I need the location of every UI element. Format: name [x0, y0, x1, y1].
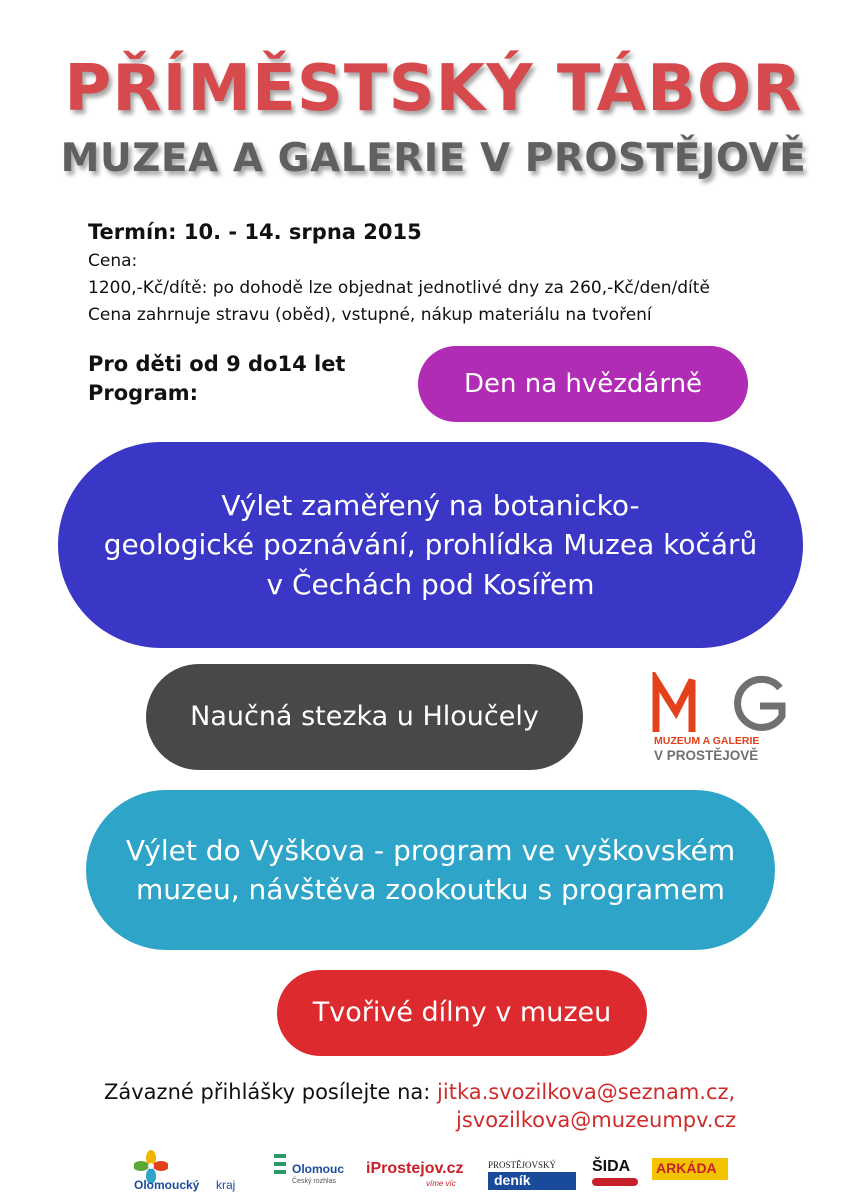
program-trip-botany-line: geologické poznávání, prohlídka Muzea kočárů: [103, 528, 758, 562]
contact-email-2[interactable]: jsvozilkova@muzeumpv.cz: [456, 1108, 737, 1132]
poster-subtitle: MUZEA A GALERIE V PROSTĚJOVĚ: [60, 136, 807, 181]
sponsor-kraj-text: kraj: [216, 1178, 236, 1192]
sponsor-denik-text: deník: [494, 1172, 531, 1188]
sponsor-iprostejov-text: iProstejov.cz: [366, 1160, 464, 1177]
sponsor-iprostejov-sub: víme víc: [426, 1179, 456, 1188]
radio-bars-icon: [274, 1154, 288, 1180]
contact-label: Závazné přihlášky posílejte na:: [104, 1080, 438, 1104]
program-trail: [146, 664, 583, 770]
program-trip-vyskov-line: Výlet do Vyškova - program ve vyškovském: [125, 833, 736, 867]
program-heading: Program:: [88, 381, 199, 405]
poster-title: PŘÍMĚSTSKÝ TÁBOR: [64, 52, 803, 126]
program-workshops: [277, 970, 647, 1056]
price-includes: Cena zahrnuje stravu (oběd), vstupné, nákup materiálu na tvoření: [88, 305, 652, 325]
program-trip-botany: [58, 442, 803, 648]
program-observatory: [418, 346, 748, 422]
program-trip-vyskov: [86, 790, 775, 950]
price-detail: 1200,-Kč/dítě: po dohodě lze objednat jednotlivé dny za 260,-Kč/den/dítě: [88, 278, 710, 298]
event-term: Termín: 10. - 14. srpna 2015: [88, 220, 422, 244]
sponsor-radio-text: Český rozhlas: [292, 1178, 336, 1185]
sponsor-olomouc-text: Olomouc: [292, 1162, 345, 1176]
museum-logo-line2: V PROSTĚJOVĚ: [654, 748, 759, 763]
sponsor-olomoucky-kraj: [130, 1146, 265, 1196]
audience-age: Pro děti od 9 do14 let: [88, 352, 346, 376]
museum-logo: [652, 672, 792, 772]
price-label: Cena:: [88, 251, 138, 271]
sponsor-iprostejov: [364, 1146, 484, 1196]
sida-underline: [592, 1178, 638, 1186]
program-trip-vyskov-line: muzeu, návštěva zookoutku s programem: [136, 873, 725, 906]
sponsor-logos: [130, 1146, 740, 1196]
museum-logo-line1: MUZEUM A GALERIE: [654, 735, 760, 747]
contact-line: [104, 1076, 735, 1108]
sponsor-arkada: [648, 1146, 734, 1196]
sponsor-denik: [486, 1146, 582, 1196]
program-trail-label: Naučná stezka u Hloučely: [190, 701, 539, 733]
program-trip-botany-line: Výlet zaměřený na botanicko-: [221, 489, 640, 523]
program-workshops-label: Tvořivé dílny v muzeu: [312, 997, 612, 1029]
sponsor-sida: [588, 1146, 644, 1196]
sponsor-denik-top: PROSTĚJOVSKÝ: [488, 1160, 557, 1170]
sponsor-arkada-text: ARKÁDA: [656, 1160, 717, 1176]
event-info: [88, 216, 828, 329]
program-trip-botany-line: v Čechách pod Kosířem: [266, 567, 595, 601]
sponsor-sida-text: ŠIDA: [592, 1158, 631, 1175]
program-observatory-label: Den na hvězdárně: [463, 368, 703, 399]
museum-mg-mark-icon: [652, 672, 792, 736]
contact-email-1[interactable]: jitka.svozilkova@seznam.cz,: [437, 1080, 736, 1104]
audience-block: [88, 350, 345, 408]
sponsor-olomoucky-text: Olomoucký: [134, 1178, 200, 1192]
sponsor-olomouc-radio: [272, 1146, 362, 1196]
